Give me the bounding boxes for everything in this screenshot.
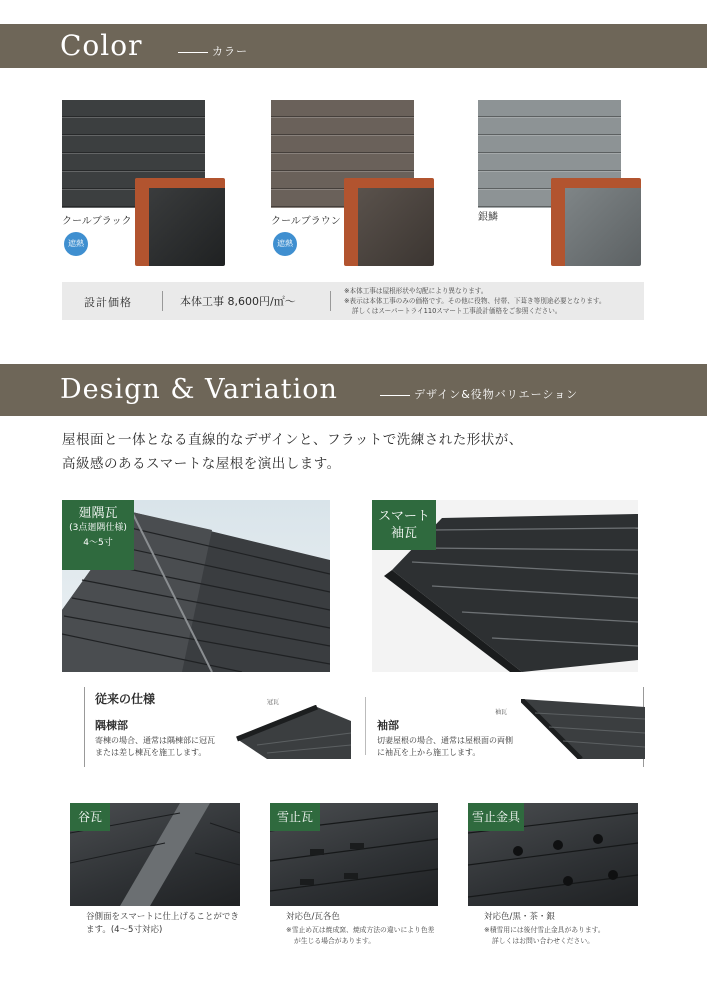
hip-tile-photo xyxy=(62,500,330,672)
price-notes: ※本体工事は屋根形状や勾配により異なります。 ※表示は本体工事のみの価格です。その他に役物、付帯、下葺き等別途必要となります。 詳しくはスーパートライ110スマート工事設計価格をご参照ください。 xyxy=(344,287,606,315)
hip-subheading: 隅棟部 xyxy=(95,719,128,732)
conventional-spec-box xyxy=(84,687,644,767)
tag-valley: 谷瓦 xyxy=(70,803,110,831)
heat-shield-badge: 遮熱 xyxy=(273,232,297,256)
color-section-header xyxy=(0,24,707,68)
swatch-ginrin xyxy=(478,100,628,270)
swatch-cool-black xyxy=(62,100,212,270)
heat-shield-badge: 遮熱 xyxy=(64,232,88,256)
tile-sample-image xyxy=(344,178,434,266)
verge-description: 切妻屋根の場合、通常は屋根面の両側 に袖瓦を上から施工します。 xyxy=(377,736,513,757)
swatch-name: 銀鱗 xyxy=(478,212,498,223)
design-subtitle: デザイン&役物バリエーション xyxy=(380,386,578,402)
swatch-cool-brown xyxy=(271,100,421,270)
snow-stop-bracket-caption: 対応色/黒・茶・銀 xyxy=(484,912,555,922)
ridge-cap-label: 冠瓦 xyxy=(267,699,280,706)
valley-caption: 谷側面をスマートに仕上げることができ ます。(4〜5寸対応) xyxy=(86,912,239,935)
snow-stop-bracket-note: ※積雪用には後付雪止金具があります。 詳しくはお問い合わせください。 xyxy=(484,926,605,945)
verge-diagram xyxy=(521,699,645,759)
snow-stop-tile-photo xyxy=(270,803,438,906)
price-bar xyxy=(62,282,644,320)
swatch-name: クールブラック xyxy=(62,216,132,227)
tile-sample-image xyxy=(135,178,225,266)
tag-snow-stop-bracket: 雪止金具 xyxy=(468,803,524,831)
tag-smart-sode: スマート 袖瓦 xyxy=(372,500,436,550)
color-title: Color xyxy=(60,29,143,62)
hip-ridge-diagram xyxy=(227,705,351,759)
swatch-name: クールブラウン xyxy=(271,216,341,227)
tag-mawari-sumi: 廻隅瓦 (3点廻隅仕様) 4〜5寸 xyxy=(62,500,134,570)
color-subtitle: カラー xyxy=(178,43,248,59)
tile-sample-image xyxy=(551,178,641,266)
verge-tile-label: 袖瓦 xyxy=(495,709,508,716)
price-value: 本体工事 8,600円/㎡〜 xyxy=(180,295,296,308)
tag-snow-stop-tile: 雪止瓦 xyxy=(270,803,320,831)
hip-description: 寄棟の場合、通常は隅棟部に冠瓦 または差し棟瓦を施工します。 xyxy=(95,736,215,757)
lead-text: 屋根面と一体となる直線的なデザインと、フラットで洗練された形状が、 高級感のあるスマートな屋根を演出します。 xyxy=(62,432,523,472)
snow-stop-tile-note: ※雪止め瓦は焼成窯、焼成方法の違いにより色差 が生じる場合があります。 xyxy=(286,926,435,945)
conventional-heading: 従来の仕様 xyxy=(95,692,156,706)
snow-stop-bracket-photo xyxy=(468,803,638,906)
price-label: 設計価格 xyxy=(84,296,132,309)
verge-subheading: 袖部 xyxy=(377,719,399,732)
snow-stop-tile-caption: 対応色/瓦各色 xyxy=(286,912,340,922)
smart-verge-photo xyxy=(372,500,638,672)
design-title: Design & Variation xyxy=(60,374,338,405)
design-section-header xyxy=(0,364,707,416)
valley-tile-photo xyxy=(70,803,240,906)
